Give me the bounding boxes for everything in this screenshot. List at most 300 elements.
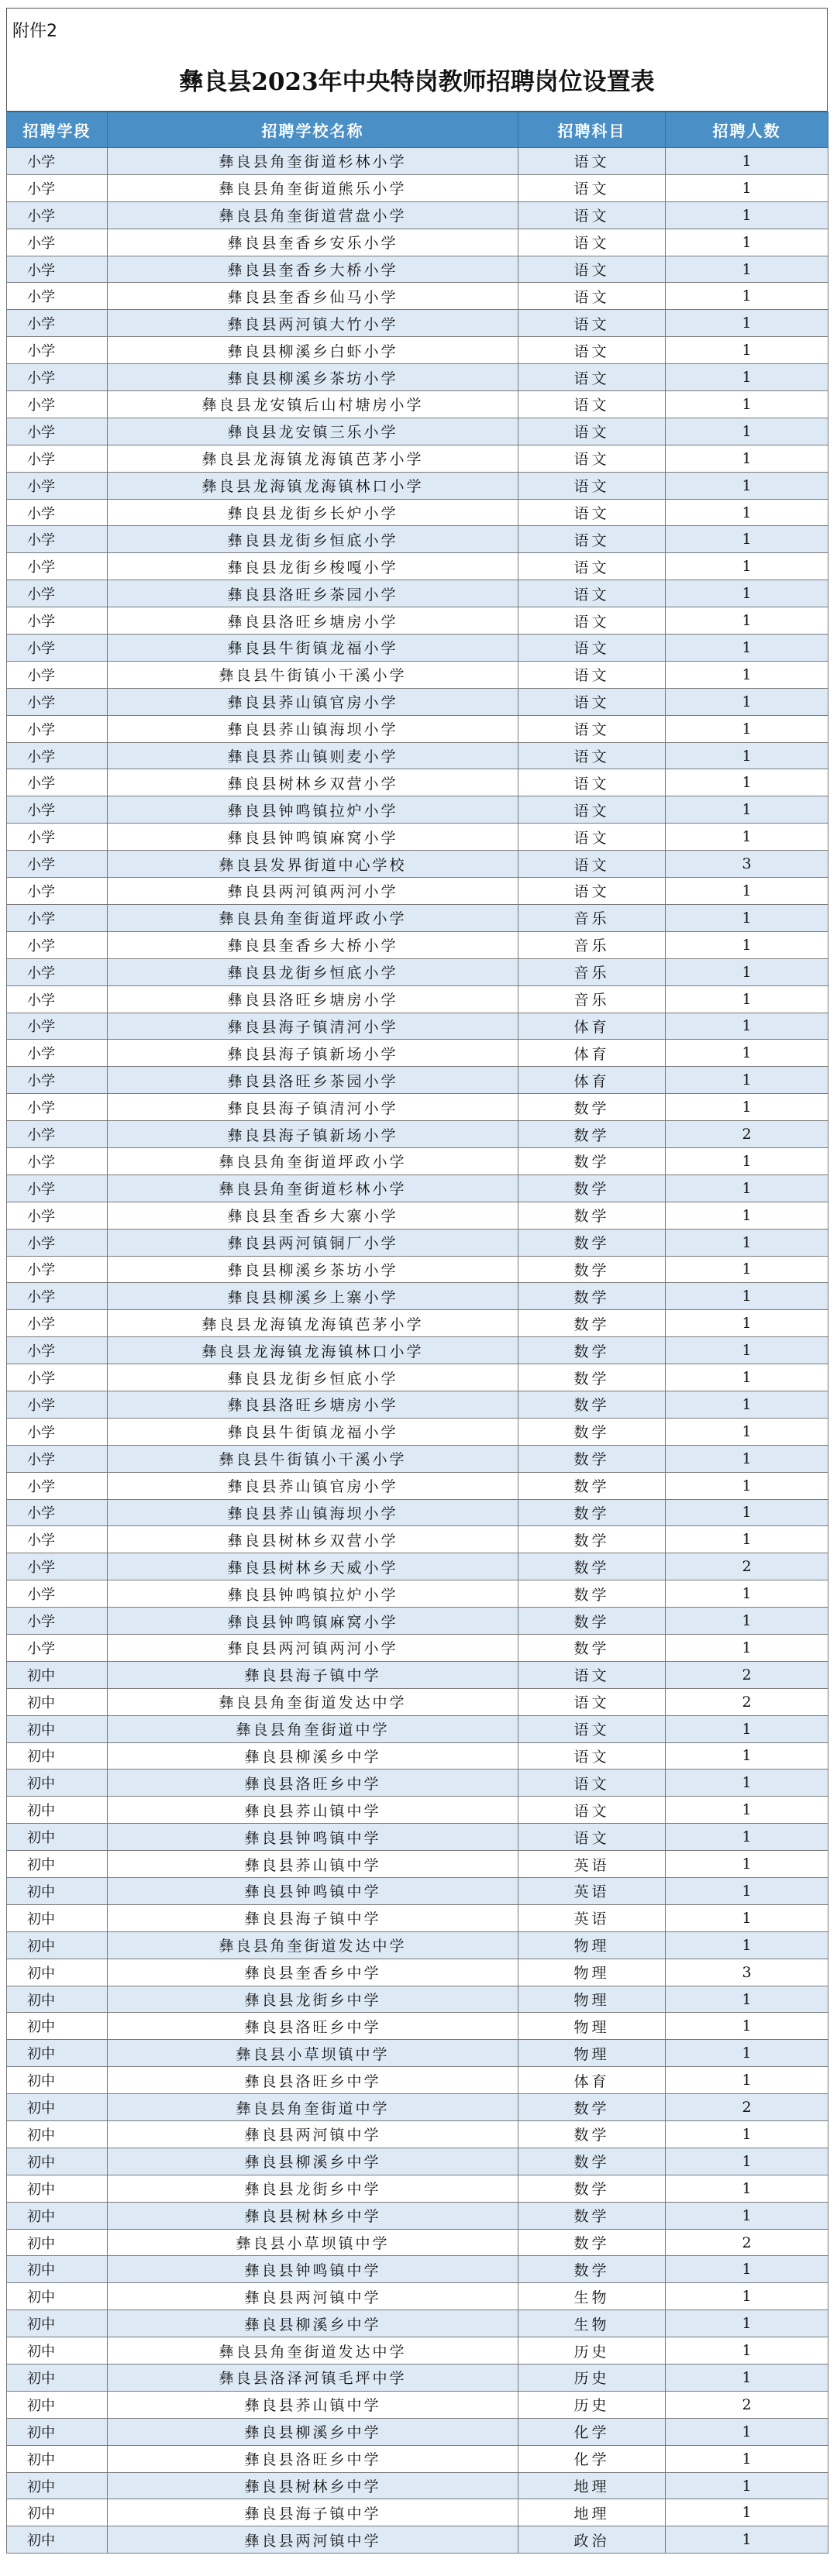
cell-count: 2 — [666, 1688, 828, 1715]
cell-subject: 语文 — [518, 769, 666, 796]
cell-stage: 小学 — [7, 742, 108, 769]
table-row — [7, 2337, 828, 2364]
cell-subject: 语文 — [518, 337, 666, 364]
cell-subject: 数学 — [518, 1256, 666, 1283]
cell-school: 彝良县角奎街道中学 — [108, 1715, 518, 1742]
cell-stage: 初中 — [7, 2067, 108, 2094]
table-row — [7, 635, 828, 662]
cell-school: 彝良县龙街乡中学 — [108, 2175, 518, 2202]
cell-stage: 小学 — [7, 1499, 108, 1526]
table-row — [7, 1499, 828, 1526]
table-row — [7, 445, 828, 472]
table-row — [7, 2148, 828, 2175]
table-row — [7, 769, 828, 796]
cell-school: 彝良县洛泽河镇毛坪中学 — [108, 2364, 518, 2392]
cell-stage: 小学 — [7, 688, 108, 715]
cell-count: 1 — [666, 1229, 828, 1256]
cell-subject: 历史 — [518, 2337, 666, 2364]
cell-count: 2 — [666, 1553, 828, 1580]
table-row — [7, 1283, 828, 1310]
cell-subject: 数学 — [518, 2175, 666, 2202]
cell-count: 1 — [666, 445, 828, 472]
table-row — [7, 2175, 828, 2202]
cell-count: 1 — [666, 148, 828, 175]
cell-stage: 初中 — [7, 1931, 108, 1959]
cell-count: 1 — [666, 824, 828, 851]
cell-subject: 语文 — [518, 283, 666, 310]
cell-stage: 小学 — [7, 418, 108, 445]
table-row — [7, 607, 828, 635]
table-row — [7, 2094, 828, 2121]
cell-school: 彝良县洛旺乡塘房小学 — [108, 1391, 518, 1418]
cell-school: 彝良县两河镇铜厂小学 — [108, 1229, 518, 1256]
cell-school: 彝良县龙海镇龙海镇芭茅小学 — [108, 1310, 518, 1337]
cell-stage: 小学 — [7, 661, 108, 688]
cell-stage: 小学 — [7, 1418, 108, 1445]
header-subject: 招聘科目 — [518, 112, 666, 148]
table-row — [7, 1661, 828, 1688]
cell-school: 彝良县两河镇两河小学 — [108, 878, 518, 905]
cell-count: 1 — [666, 2148, 828, 2175]
cell-school: 彝良县龙安镇后山村塘房小学 — [108, 391, 518, 418]
table-row — [7, 1229, 828, 1256]
cell-school: 彝良县洛旺乡中学 — [108, 2445, 518, 2472]
header-count: 招聘人数 — [666, 112, 828, 148]
cell-subject: 数学 — [518, 1094, 666, 1121]
cell-subject: 体育 — [518, 1040, 666, 1067]
table-row — [7, 824, 828, 851]
cell-school: 彝良县柳溪乡中学 — [108, 2310, 518, 2337]
cell-count: 1 — [666, 2472, 828, 2499]
cell-stage: 小学 — [7, 1608, 108, 1635]
cell-count: 1 — [666, 1445, 828, 1472]
table-row — [7, 229, 828, 256]
table-row — [7, 688, 828, 715]
table-row — [7, 1608, 828, 1635]
cell-subject: 生物 — [518, 2310, 666, 2337]
table-row — [7, 283, 828, 310]
cell-stage: 初中 — [7, 2094, 108, 2121]
cell-stage: 初中 — [7, 2013, 108, 2040]
cell-school: 彝良县两河镇中学 — [108, 2526, 518, 2554]
cell-subject: 体育 — [518, 2067, 666, 2094]
cell-school: 彝良县树林乡天威小学 — [108, 1553, 518, 1580]
table-row — [7, 931, 828, 958]
cell-stage: 小学 — [7, 1013, 108, 1040]
cell-count: 1 — [666, 201, 828, 229]
cell-count: 1 — [666, 283, 828, 310]
cell-subject: 语文 — [518, 310, 666, 337]
table-row — [7, 1959, 828, 1986]
cell-subject: 物理 — [518, 2040, 666, 2067]
cell-stage: 小学 — [7, 715, 108, 742]
table-row — [7, 1256, 828, 1283]
cell-subject: 英语 — [518, 1904, 666, 1931]
cell-school: 彝良县龙街乡长炉小学 — [108, 499, 518, 526]
cell-stage: 小学 — [7, 283, 108, 310]
header-stage: 招聘学段 — [7, 112, 108, 148]
table-row — [7, 1472, 828, 1499]
cell-count: 2 — [666, 2391, 828, 2418]
cell-school: 彝良县钟鸣镇中学 — [108, 2256, 518, 2283]
table-row — [7, 391, 828, 418]
table-body — [7, 148, 828, 2554]
table-row — [7, 1067, 828, 1094]
cell-school: 彝良县荞山镇则麦小学 — [108, 742, 518, 769]
cell-subject: 语文 — [518, 607, 666, 635]
cell-stage: 小学 — [7, 1472, 108, 1499]
cell-count: 1 — [666, 337, 828, 364]
table-row — [7, 337, 828, 364]
cell-count: 1 — [666, 256, 828, 283]
cell-count: 1 — [666, 769, 828, 796]
cell-subject: 数学 — [518, 2202, 666, 2229]
cell-count: 1 — [666, 931, 828, 958]
cell-count: 1 — [666, 904, 828, 931]
cell-subject: 数学 — [518, 1283, 666, 1310]
cell-subject: 语文 — [518, 364, 666, 391]
cell-school: 彝良县荞山镇海坝小学 — [108, 715, 518, 742]
table-row — [7, 904, 828, 931]
cell-stage: 小学 — [7, 445, 108, 472]
cell-subject: 语文 — [518, 878, 666, 905]
cell-school: 彝良县角奎街道熊乐小学 — [108, 174, 518, 201]
table-row — [7, 2067, 828, 2094]
table-row — [7, 715, 828, 742]
cell-subject: 语文 — [518, 635, 666, 662]
cell-school: 彝良县洛旺乡中学 — [108, 2067, 518, 2094]
table-row — [7, 2256, 828, 2283]
cell-count: 1 — [666, 2526, 828, 2554]
cell-count: 1 — [666, 1147, 828, 1175]
cell-stage: 小学 — [7, 553, 108, 580]
cell-school: 彝良县龙海镇龙海镇林口小学 — [108, 472, 518, 499]
cell-count: 1 — [666, 580, 828, 607]
cell-school: 彝良县龙街乡恒底小学 — [108, 1364, 518, 1391]
table-row — [7, 499, 828, 526]
cell-school: 彝良县奎香乡大桥小学 — [108, 931, 518, 958]
cell-school: 彝良县荞山镇中学 — [108, 2391, 518, 2418]
cell-subject: 语文 — [518, 526, 666, 553]
cell-stage: 初中 — [7, 2364, 108, 2392]
table-row — [7, 2391, 828, 2418]
cell-stage: 初中 — [7, 1824, 108, 1851]
cell-subject: 数学 — [518, 1553, 666, 1580]
page-title: 彝良县2023年中央特岗教师招聘岗位设置表 — [6, 53, 828, 112]
table-row — [7, 2364, 828, 2392]
table-row — [7, 1013, 828, 1040]
cell-stage: 小学 — [7, 958, 108, 985]
cell-subject: 语文 — [518, 391, 666, 418]
cell-count: 1 — [666, 742, 828, 769]
cell-stage: 初中 — [7, 2445, 108, 2472]
cell-stage: 小学 — [7, 796, 108, 824]
cell-stage: 小学 — [7, 878, 108, 905]
cell-count: 1 — [666, 553, 828, 580]
table-row — [7, 1418, 828, 1445]
cell-school: 彝良县洛旺乡中学 — [108, 2013, 518, 2040]
cell-count: 1 — [666, 2310, 828, 2337]
cell-stage: 小学 — [7, 1391, 108, 1418]
cell-stage: 初中 — [7, 2499, 108, 2526]
table-row — [7, 1904, 828, 1931]
cell-count: 1 — [666, 2364, 828, 2392]
cell-subject: 数学 — [518, 1499, 666, 1526]
cell-subject: 数学 — [518, 1310, 666, 1337]
table-row — [7, 2283, 828, 2310]
table-row — [7, 958, 828, 985]
cell-school: 彝良县荞山镇中学 — [108, 1851, 518, 1878]
cell-school: 彝良县两河镇中学 — [108, 2121, 518, 2148]
cell-subject: 语文 — [518, 715, 666, 742]
cell-count: 1 — [666, 635, 828, 662]
cell-count: 1 — [666, 2013, 828, 2040]
cell-count: 1 — [666, 1094, 828, 1121]
table-row — [7, 1121, 828, 1148]
cell-count: 1 — [666, 1634, 828, 1661]
cell-count: 1 — [666, 1986, 828, 2013]
table-row — [7, 661, 828, 688]
table-row — [7, 2013, 828, 2040]
cell-subject: 历史 — [518, 2364, 666, 2392]
cell-subject: 语文 — [518, 1661, 666, 1688]
cell-count: 1 — [666, 1769, 828, 1797]
table-row — [7, 1553, 828, 1580]
cell-count: 1 — [666, 1797, 828, 1824]
table-row — [7, 1742, 828, 1769]
cell-subject: 体育 — [518, 1013, 666, 1040]
table-row — [7, 1986, 828, 2013]
cell-school: 彝良县钟鸣镇麻窝小学 — [108, 1608, 518, 1635]
cell-school: 彝良县荞山镇中学 — [108, 1797, 518, 1824]
cell-count: 1 — [666, 1013, 828, 1040]
cell-subject: 物理 — [518, 1931, 666, 1959]
cell-count: 1 — [666, 364, 828, 391]
cell-school: 彝良县海子镇新场小学 — [108, 1040, 518, 1067]
cell-subject: 地理 — [518, 2472, 666, 2499]
cell-school: 彝良县洛旺乡中学 — [108, 1769, 518, 1797]
cell-count: 1 — [666, 796, 828, 824]
cell-stage: 初中 — [7, 2202, 108, 2229]
cell-stage: 初中 — [7, 2040, 108, 2067]
cell-subject: 数学 — [518, 2256, 666, 2283]
cell-subject: 语文 — [518, 256, 666, 283]
table-row — [7, 256, 828, 283]
cell-school: 彝良县小草坝镇中学 — [108, 2229, 518, 2256]
cell-count: 1 — [666, 1364, 828, 1391]
cell-stage: 小学 — [7, 607, 108, 635]
table-row — [7, 1040, 828, 1067]
table-row — [7, 2310, 828, 2337]
cell-count: 1 — [666, 391, 828, 418]
cell-school: 彝良县角奎街道发达中学 — [108, 1688, 518, 1715]
cell-count: 1 — [666, 985, 828, 1013]
cell-stage: 初中 — [7, 2121, 108, 2148]
table-row — [7, 2229, 828, 2256]
cell-subject: 物理 — [518, 1959, 666, 1986]
table-row — [7, 1634, 828, 1661]
cell-school: 彝良县柳溪乡上寨小学 — [108, 1283, 518, 1310]
attachment-label: 附件2 — [12, 22, 57, 41]
cell-subject: 语文 — [518, 824, 666, 851]
cell-stage: 小学 — [7, 148, 108, 175]
table-row — [7, 1769, 828, 1797]
table-row — [7, 1824, 828, 1851]
cell-school: 彝良县角奎街道中学 — [108, 2094, 518, 2121]
table-row — [7, 2526, 828, 2554]
cell-count: 1 — [666, 1526, 828, 1553]
cell-stage: 小学 — [7, 1283, 108, 1310]
cell-stage: 初中 — [7, 1878, 108, 1905]
cell-count: 1 — [666, 688, 828, 715]
table-row — [7, 2499, 828, 2526]
table-row — [7, 742, 828, 769]
cell-school: 彝良县龙街乡梭嘎小学 — [108, 553, 518, 580]
cell-subject: 地理 — [518, 2499, 666, 2526]
cell-school: 彝良县角奎街道坪政小学 — [108, 1147, 518, 1175]
table-row — [7, 418, 828, 445]
cell-subject: 音乐 — [518, 985, 666, 1013]
cell-subject: 数学 — [518, 1364, 666, 1391]
cell-subject: 语文 — [518, 742, 666, 769]
cell-stage: 小学 — [7, 851, 108, 878]
cell-stage: 小学 — [7, 1040, 108, 1067]
cell-count: 1 — [666, 1715, 828, 1742]
table-row — [7, 201, 828, 229]
cell-subject: 数学 — [518, 1445, 666, 1472]
cell-subject: 语文 — [518, 1715, 666, 1742]
cell-stage: 小学 — [7, 1121, 108, 1148]
table-row — [7, 1688, 828, 1715]
cell-count: 1 — [666, 229, 828, 256]
cell-subject: 语文 — [518, 661, 666, 688]
cell-count: 1 — [666, 1742, 828, 1769]
cell-subject: 体育 — [518, 1067, 666, 1094]
recruitment-table — [6, 112, 828, 2554]
cell-count: 1 — [666, 2418, 828, 2445]
cell-subject: 语文 — [518, 796, 666, 824]
cell-count: 1 — [666, 1337, 828, 1364]
cell-stage: 小学 — [7, 1526, 108, 1553]
cell-stage: 初中 — [7, 1797, 108, 1824]
cell-stage: 小学 — [7, 1337, 108, 1364]
cell-school: 彝良县两河镇大竹小学 — [108, 310, 518, 337]
cell-school: 彝良县树林乡中学 — [108, 2202, 518, 2229]
cell-stage: 小学 — [7, 1147, 108, 1175]
cell-stage: 小学 — [7, 824, 108, 851]
cell-school: 彝良县海子镇中学 — [108, 1904, 518, 1931]
cell-subject: 语文 — [518, 148, 666, 175]
table-row — [7, 553, 828, 580]
cell-school: 彝良县海子镇中学 — [108, 2499, 518, 2526]
cell-count: 2 — [666, 1661, 828, 1688]
cell-subject: 语文 — [518, 1688, 666, 1715]
cell-subject: 数学 — [518, 1418, 666, 1445]
cell-stage: 小学 — [7, 1445, 108, 1472]
cell-stage: 初中 — [7, 2229, 108, 2256]
cell-school: 彝良县荞山镇官房小学 — [108, 1472, 518, 1499]
cell-stage: 小学 — [7, 310, 108, 337]
cell-count: 1 — [666, 878, 828, 905]
table-row — [7, 1337, 828, 1364]
table-row — [7, 1364, 828, 1391]
cell-stage: 小学 — [7, 364, 108, 391]
table-row — [7, 1094, 828, 1121]
cell-stage: 小学 — [7, 904, 108, 931]
cell-count: 1 — [666, 2256, 828, 2283]
table-row — [7, 472, 828, 499]
cell-stage: 小学 — [7, 1229, 108, 1256]
table-row — [7, 580, 828, 607]
cell-school: 彝良县两河镇两河小学 — [108, 1634, 518, 1661]
cell-subject: 语文 — [518, 851, 666, 878]
cell-count: 1 — [666, 2445, 828, 2472]
table-row — [7, 851, 828, 878]
cell-school: 彝良县荞山镇海坝小学 — [108, 1499, 518, 1526]
cell-count: 1 — [666, 1931, 828, 1959]
cell-subject: 音乐 — [518, 904, 666, 931]
cell-school: 彝良县钟鸣镇中学 — [108, 1824, 518, 1851]
cell-stage: 小学 — [7, 499, 108, 526]
cell-school: 彝良县树林乡中学 — [108, 2472, 518, 2499]
cell-count: 1 — [666, 1499, 828, 1526]
table-row — [7, 2040, 828, 2067]
cell-stage: 小学 — [7, 769, 108, 796]
cell-count: 1 — [666, 1580, 828, 1608]
cell-count: 1 — [666, 1418, 828, 1445]
cell-count: 1 — [666, 1608, 828, 1635]
cell-subject: 数学 — [518, 2121, 666, 2148]
cell-subject: 语文 — [518, 1797, 666, 1824]
cell-subject: 化学 — [518, 2445, 666, 2472]
cell-school: 彝良县小草坝镇中学 — [108, 2040, 518, 2067]
cell-school: 彝良县柳溪乡白虾小学 — [108, 337, 518, 364]
cell-count: 1 — [666, 2283, 828, 2310]
cell-school: 彝良县洛旺乡茶园小学 — [108, 1067, 518, 1094]
cell-school: 彝良县海子镇新场小学 — [108, 1121, 518, 1148]
cell-school: 彝良县奎香乡安乐小学 — [108, 229, 518, 256]
cell-stage: 小学 — [7, 580, 108, 607]
cell-school: 彝良县柳溪乡中学 — [108, 1742, 518, 1769]
cell-count: 1 — [666, 1824, 828, 1851]
cell-school: 彝良县龙海镇龙海镇林口小学 — [108, 1337, 518, 1364]
cell-count: 1 — [666, 715, 828, 742]
table-row — [7, 2472, 828, 2499]
cell-school: 彝良县角奎街道坪政小学 — [108, 904, 518, 931]
cell-count: 1 — [666, 1202, 828, 1229]
cell-school: 彝良县奎香乡大桥小学 — [108, 256, 518, 283]
cell-subject: 语文 — [518, 688, 666, 715]
table-row — [7, 364, 828, 391]
cell-subject: 语文 — [518, 445, 666, 472]
cell-count: 1 — [666, 174, 828, 201]
cell-subject: 语文 — [518, 174, 666, 201]
cell-subject: 数学 — [518, 1526, 666, 1553]
cell-count: 1 — [666, 2337, 828, 2364]
cell-count: 1 — [666, 2040, 828, 2067]
cell-subject: 物理 — [518, 2013, 666, 2040]
cell-stage: 小学 — [7, 472, 108, 499]
table-row — [7, 1147, 828, 1175]
cell-count: 1 — [666, 1472, 828, 1499]
cell-school: 彝良县钟鸣镇拉炉小学 — [108, 796, 518, 824]
cell-count: 1 — [666, 2499, 828, 2526]
table-row — [7, 1445, 828, 1472]
cell-subject: 语文 — [518, 201, 666, 229]
cell-count: 1 — [666, 418, 828, 445]
cell-subject: 语文 — [518, 1824, 666, 1851]
cell-stage: 初中 — [7, 1959, 108, 1986]
